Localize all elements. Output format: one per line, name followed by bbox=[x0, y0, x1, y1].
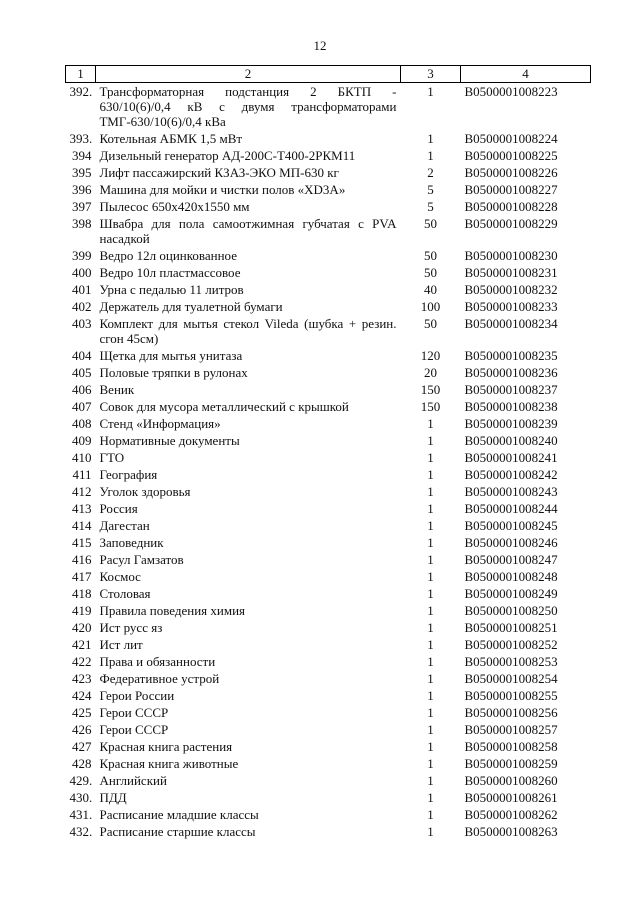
item-name: Космос bbox=[99, 569, 141, 584]
table-row bbox=[66, 500, 591, 517]
row-number: 392. bbox=[69, 84, 93, 99]
row-number: 412 bbox=[72, 484, 92, 499]
item-name: Нормативные документы bbox=[99, 433, 240, 448]
table-row bbox=[66, 281, 591, 298]
item-name: Дагестан bbox=[99, 518, 150, 533]
inventory-code: В0500001008262 bbox=[464, 807, 558, 822]
inventory-code: В0500001008236 bbox=[464, 365, 558, 380]
item-quantity: 1 bbox=[427, 807, 434, 822]
inventory-code: В0500001008235 bbox=[464, 348, 558, 363]
inventory-code: В0500001008256 bbox=[464, 705, 558, 720]
inventory-code: В0500001008249 bbox=[464, 586, 558, 601]
row-number: 418 bbox=[72, 586, 92, 601]
item-name: Котельная АБМК 1,5 мВт bbox=[99, 131, 243, 146]
inventory-code: В0500001008232 bbox=[464, 282, 558, 297]
item-name: Федеративное устрой bbox=[99, 671, 220, 686]
inventory-code: В0500001008263 bbox=[464, 824, 558, 839]
item-quantity: 1 bbox=[427, 501, 434, 516]
table-row bbox=[66, 130, 591, 147]
row-number: 396 bbox=[72, 182, 92, 197]
item-quantity: 1 bbox=[427, 722, 434, 737]
table-row bbox=[66, 83, 591, 131]
item-name: Ист лит bbox=[99, 637, 143, 652]
inventory-code: В0500001008247 bbox=[464, 552, 558, 567]
item-name: Держатель для туалетной бумаги bbox=[99, 299, 283, 314]
table-row bbox=[66, 432, 591, 449]
item-name: Швабра для пола самоотжимная губчатая с PVA насадкой bbox=[99, 216, 397, 246]
table-row bbox=[66, 147, 591, 164]
inventory-code: В0500001008229 bbox=[464, 216, 558, 231]
item-quantity: 1 bbox=[427, 148, 434, 163]
item-name: Расписание старшие классы bbox=[99, 824, 256, 839]
item-name: Урна с педалью 11 литров bbox=[99, 282, 244, 297]
item-name: Половые тряпки в рулонах bbox=[99, 365, 248, 380]
item-name: География bbox=[99, 467, 158, 482]
item-name: Столовая bbox=[99, 586, 151, 601]
item-name: ПДД bbox=[99, 790, 127, 805]
inventory-code: В0500001008259 bbox=[464, 756, 558, 771]
item-name: Ист русс яз bbox=[99, 620, 163, 635]
row-number: 400 bbox=[72, 265, 92, 280]
item-quantity: 50 bbox=[424, 316, 437, 331]
row-number: 416 bbox=[72, 552, 92, 567]
item-quantity: 1 bbox=[427, 688, 434, 703]
inventory-code: В0500001008239 bbox=[464, 416, 558, 431]
inventory-table bbox=[65, 65, 591, 840]
item-name: Лифт пассажирский КЗАЗ-ЭКО МП-630 кг bbox=[99, 165, 339, 180]
row-number: 425 bbox=[72, 705, 92, 720]
inventory-code: В0500001008228 bbox=[464, 199, 558, 214]
item-quantity: 1 bbox=[427, 131, 434, 146]
table-row bbox=[66, 381, 591, 398]
row-number: 420 bbox=[72, 620, 92, 635]
item-name: Красная книга растения bbox=[99, 739, 233, 754]
item-name: Уголок здоровья bbox=[99, 484, 191, 499]
row-number: 397 bbox=[72, 199, 92, 214]
inventory-code: В0500001008224 bbox=[464, 131, 558, 146]
row-number: 423 bbox=[72, 671, 92, 686]
row-number: 417 bbox=[72, 569, 92, 584]
item-quantity: 2 bbox=[427, 165, 434, 180]
item-name: Правила поведения химия bbox=[99, 603, 246, 618]
inventory-code: В0500001008252 bbox=[464, 637, 558, 652]
table-row bbox=[66, 164, 591, 181]
header-col-3: 3 bbox=[401, 66, 461, 83]
item-quantity: 1 bbox=[427, 603, 434, 618]
row-number: 421 bbox=[72, 637, 92, 652]
table-row bbox=[66, 619, 591, 636]
row-number: 401 bbox=[72, 282, 92, 297]
row-number: 414 bbox=[72, 518, 92, 533]
item-quantity: 5 bbox=[427, 182, 434, 197]
item-quantity: 1 bbox=[427, 535, 434, 550]
inventory-code: В0500001008237 bbox=[464, 382, 558, 397]
row-number: 422 bbox=[72, 654, 92, 669]
item-quantity: 1 bbox=[427, 552, 434, 567]
table-row bbox=[66, 823, 591, 840]
inventory-code: В0500001008233 bbox=[464, 299, 558, 314]
item-quantity: 1 bbox=[427, 467, 434, 482]
inventory-code: В0500001008234 bbox=[464, 316, 558, 331]
item-name: Заповедник bbox=[99, 535, 164, 550]
row-number: 407 bbox=[72, 399, 92, 414]
item-name: Дизельный генератор АД-200С-Т400-2РКМ11 bbox=[99, 148, 356, 163]
inventory-code: В0500001008253 bbox=[464, 654, 558, 669]
inventory-code: В0500001008243 bbox=[464, 484, 558, 499]
inventory-code: В0500001008255 bbox=[464, 688, 558, 703]
inventory-code: В0500001008223 bbox=[464, 84, 558, 99]
item-quantity: 1 bbox=[427, 484, 434, 499]
header-col-1: 1 bbox=[66, 66, 96, 83]
item-name: Красная книга животные bbox=[99, 756, 239, 771]
row-number: 406 bbox=[72, 382, 92, 397]
table-row bbox=[66, 772, 591, 789]
item-name: Ведро 12л оцинкованное bbox=[99, 248, 237, 263]
row-number: 426 bbox=[72, 722, 92, 737]
row-number: 413 bbox=[72, 501, 92, 516]
item-quantity: 1 bbox=[427, 739, 434, 754]
table-row bbox=[66, 789, 591, 806]
item-quantity: 150 bbox=[420, 399, 441, 414]
item-quantity: 1 bbox=[427, 569, 434, 584]
table-row bbox=[66, 466, 591, 483]
item-name: Совок для мусора металлический с крышкой bbox=[99, 399, 349, 414]
table-row bbox=[66, 568, 591, 585]
item-name: Расписание младшие классы bbox=[99, 807, 259, 822]
row-number: 427 bbox=[72, 739, 92, 754]
header-col-2: 2 bbox=[96, 66, 401, 83]
item-quantity: 1 bbox=[427, 518, 434, 533]
row-number: 429. bbox=[69, 773, 93, 788]
inventory-code: В0500001008244 bbox=[464, 501, 558, 516]
item-name: Веник bbox=[99, 382, 135, 397]
table-row bbox=[66, 670, 591, 687]
item-quantity: 1 bbox=[427, 637, 434, 652]
inventory-code: В0500001008245 bbox=[464, 518, 558, 533]
item-name: Пылесос 650х420х1550 мм bbox=[99, 199, 250, 214]
table-row bbox=[66, 687, 591, 704]
row-number: 415 bbox=[72, 535, 92, 550]
inventory-code: В0500001008230 bbox=[464, 248, 558, 263]
row-number: 408 bbox=[72, 416, 92, 431]
row-number: 398 bbox=[72, 216, 92, 231]
table-row bbox=[66, 551, 591, 568]
table-row bbox=[66, 636, 591, 653]
inventory-code: В0500001008240 bbox=[464, 433, 558, 448]
item-quantity: 1 bbox=[427, 620, 434, 635]
inventory-code: В0500001008258 bbox=[464, 739, 558, 754]
table-body bbox=[66, 83, 591, 841]
row-number: 399 bbox=[72, 248, 92, 263]
item-quantity: 50 bbox=[424, 265, 437, 280]
row-number: 403 bbox=[72, 316, 92, 331]
item-name: Герои России bbox=[99, 688, 175, 703]
item-name: Щетка для мытья унитаза bbox=[99, 348, 243, 363]
table-row bbox=[66, 534, 591, 551]
item-quantity: 1 bbox=[427, 671, 434, 686]
table-row bbox=[66, 704, 591, 721]
table-row bbox=[66, 653, 591, 670]
inventory-code: В0500001008257 bbox=[464, 722, 558, 737]
row-number: 402 bbox=[72, 299, 92, 314]
item-name: Ведро 10л пластмассовое bbox=[99, 265, 241, 280]
row-number: 394 bbox=[72, 148, 92, 163]
table-row bbox=[66, 347, 591, 364]
item-quantity: 1 bbox=[427, 705, 434, 720]
row-number: 410 bbox=[72, 450, 92, 465]
item-quantity: 1 bbox=[427, 756, 434, 771]
item-name: Машина для мойки и чистки полов «XD3A» bbox=[99, 182, 346, 197]
table-row bbox=[66, 215, 591, 247]
table-row bbox=[66, 517, 591, 534]
header-col-4: 4 bbox=[461, 66, 591, 83]
table-row bbox=[66, 364, 591, 381]
row-number: 411 bbox=[72, 467, 92, 482]
table-row bbox=[66, 806, 591, 823]
table-header bbox=[66, 66, 591, 83]
inventory-code: В0500001008250 bbox=[464, 603, 558, 618]
inventory-code: В0500001008251 bbox=[464, 620, 558, 635]
item-name: Герои СССР bbox=[99, 722, 169, 737]
inventory-code: В0500001008238 bbox=[464, 399, 558, 414]
table-row bbox=[66, 247, 591, 264]
item-name: Россия bbox=[99, 501, 138, 516]
item-name: Стенд «Информация» bbox=[99, 416, 221, 431]
item-quantity: 150 bbox=[420, 382, 441, 397]
inventory-code: В0500001008260 bbox=[464, 773, 558, 788]
item-quantity: 50 bbox=[424, 216, 437, 231]
inventory-code: В0500001008248 bbox=[464, 569, 558, 584]
table-row bbox=[66, 198, 591, 215]
row-number: 395 bbox=[72, 165, 92, 180]
row-number: 428 bbox=[72, 756, 92, 771]
inventory-code: В0500001008227 bbox=[464, 182, 558, 197]
item-quantity: 1 bbox=[427, 654, 434, 669]
item-name: Герои СССР bbox=[99, 705, 169, 720]
item-quantity: 1 bbox=[427, 790, 434, 805]
table-row bbox=[66, 298, 591, 315]
table-row bbox=[66, 264, 591, 281]
item-name: ГТО bbox=[99, 450, 125, 465]
row-number: 409 bbox=[72, 433, 92, 448]
page-number: 12 bbox=[313, 38, 327, 53]
row-number: 419 bbox=[72, 603, 92, 618]
table-row bbox=[66, 449, 591, 466]
item-name: Трансформаторная подстанция 2 БКТП - 630/10(6)/0,4 кВ с двумя трансформаторами ТМГ-630/10(6)/0,4 кВа bbox=[99, 84, 397, 129]
inventory-code: В0500001008226 bbox=[464, 165, 558, 180]
inventory-code: В0500001008246 bbox=[464, 535, 558, 550]
inventory-code: В0500001008254 bbox=[464, 671, 558, 686]
inventory-code: В0500001008225 bbox=[464, 148, 558, 163]
inventory-code: В0500001008231 bbox=[464, 265, 558, 280]
item-quantity: 1 bbox=[427, 773, 434, 788]
row-number: 430. bbox=[69, 790, 93, 805]
item-name: Расул Гамзатов bbox=[99, 552, 184, 567]
row-number: 431. bbox=[69, 807, 93, 822]
table-row bbox=[66, 755, 591, 772]
item-name: Права и обязанности bbox=[99, 654, 216, 669]
table-row bbox=[66, 483, 591, 500]
table-row bbox=[66, 398, 591, 415]
item-quantity: 100 bbox=[420, 299, 441, 314]
item-quantity: 1 bbox=[427, 416, 434, 431]
row-number: 424 bbox=[72, 688, 92, 703]
inventory-code: В0500001008261 bbox=[464, 790, 558, 805]
item-quantity: 1 bbox=[427, 433, 434, 448]
item-quantity: 50 bbox=[424, 248, 437, 263]
table-row bbox=[66, 738, 591, 755]
table-row bbox=[66, 721, 591, 738]
item-quantity: 5 bbox=[427, 199, 434, 214]
item-name: Английский bbox=[99, 773, 167, 788]
row-number: 393. bbox=[69, 131, 93, 146]
item-quantity: 1 bbox=[427, 84, 434, 99]
table-row bbox=[66, 585, 591, 602]
item-quantity: 40 bbox=[424, 282, 437, 297]
item-quantity: 1 bbox=[427, 450, 434, 465]
item-quantity: 20 bbox=[424, 365, 437, 380]
row-number: 404 bbox=[72, 348, 92, 363]
row-number: 432. bbox=[69, 824, 93, 839]
table-row bbox=[66, 415, 591, 432]
item-quantity: 1 bbox=[427, 824, 434, 839]
item-quantity: 1 bbox=[427, 586, 434, 601]
table-row bbox=[66, 602, 591, 619]
table-row bbox=[66, 181, 591, 198]
item-quantity: 120 bbox=[420, 348, 441, 363]
item-name: Комплект для мытья стекол Vileda (шубка + резин. сгон 45см) bbox=[99, 316, 397, 346]
row-number: 405 bbox=[72, 365, 92, 380]
inventory-code: В0500001008242 bbox=[464, 467, 558, 482]
inventory-code: В0500001008241 bbox=[464, 450, 558, 465]
table-row bbox=[66, 315, 591, 347]
